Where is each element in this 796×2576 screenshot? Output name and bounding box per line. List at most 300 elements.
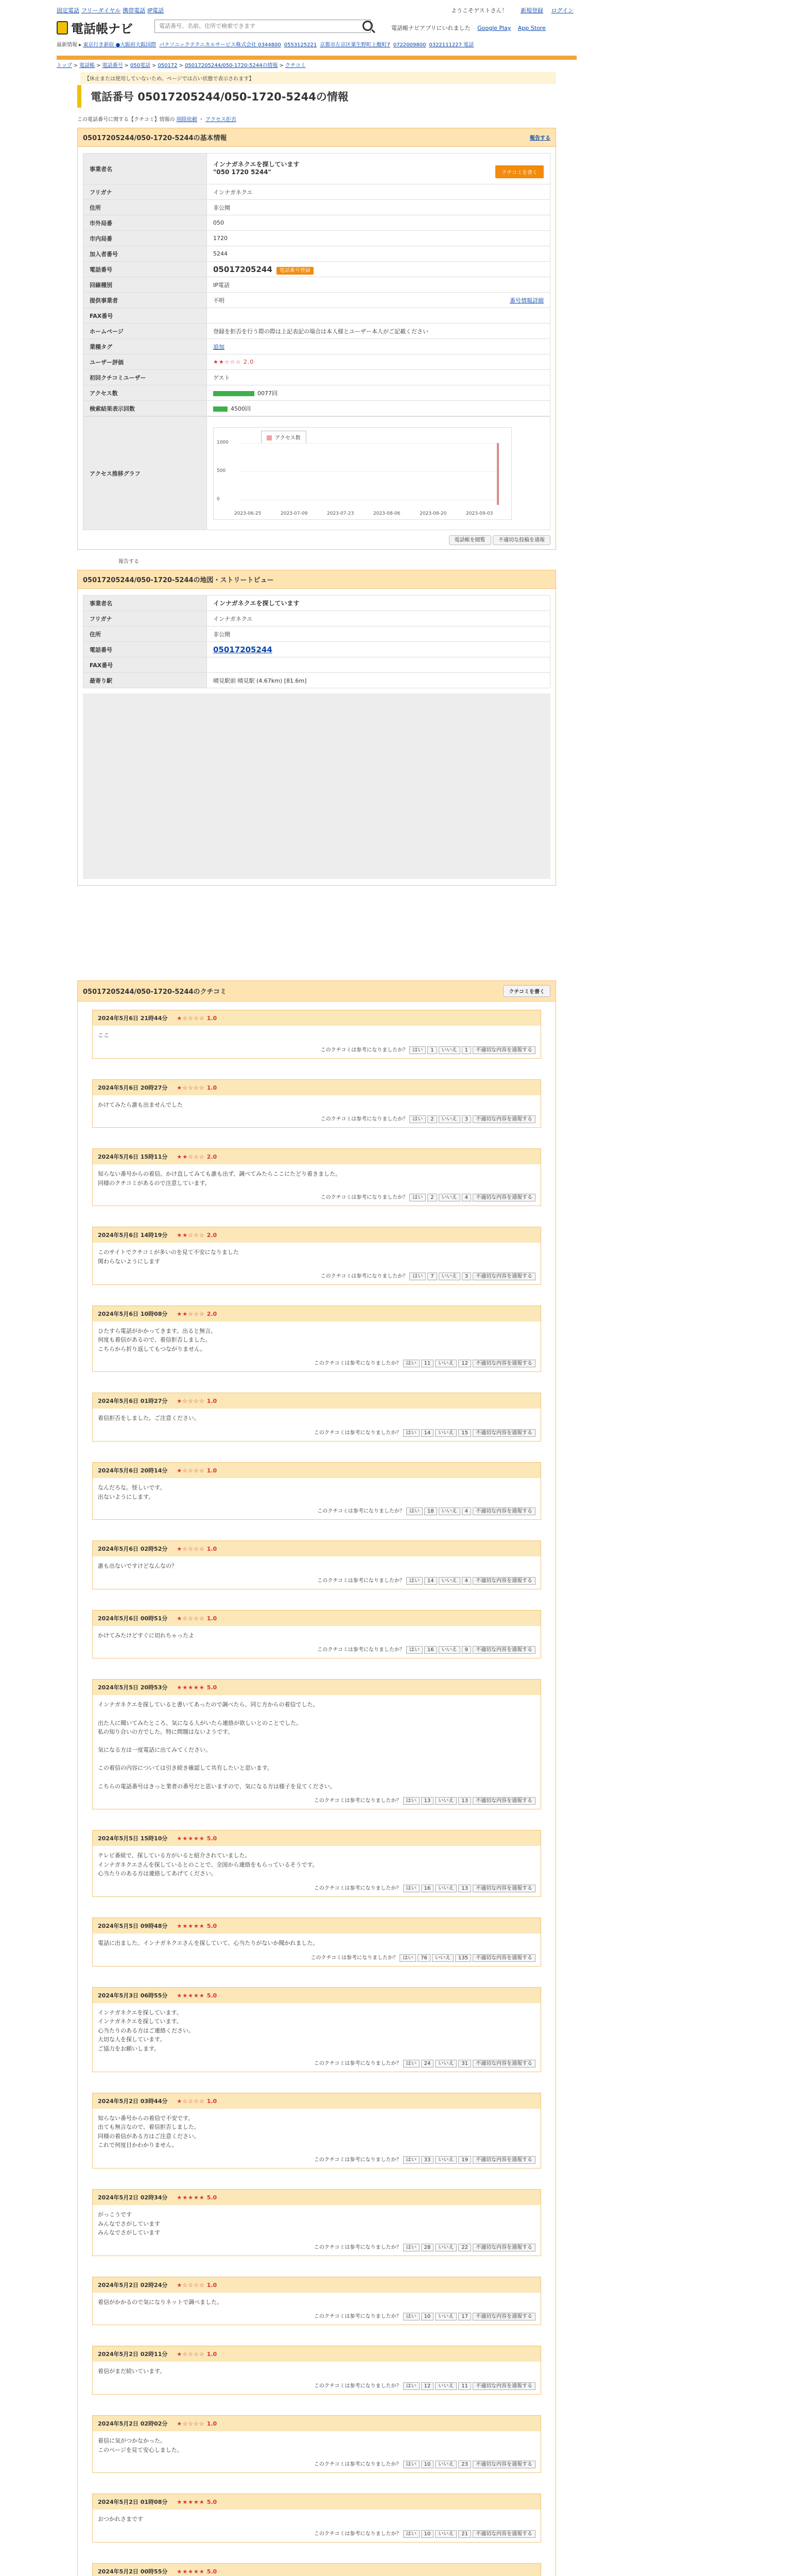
x-tick: 2023-09-03 [466, 511, 493, 516]
review-stars: ★★☆☆☆ [177, 1232, 205, 1239]
review-item [92, 2346, 541, 2395]
review-stars: ★★☆☆☆ [177, 1154, 205, 1161]
vote-no-button[interactable]: いいえ [439, 1194, 460, 1201]
map-row [83, 673, 550, 688]
topic-item[interactable]: 東京行き新宿 ●大阪府大阪国際 [83, 42, 157, 48]
info-row [83, 246, 550, 262]
site-logo[interactable] [57, 19, 133, 37]
map-value-cell [207, 673, 550, 688]
vote-yes-count: 33 [421, 2156, 434, 2164]
vote-question: このクチコミは参考になりましたか？ [314, 2531, 402, 2537]
info-key: 提供事業者 [83, 293, 207, 308]
welcome-text: ようこそゲストさん！ [451, 7, 508, 14]
vote-yes-count: 14 [424, 1577, 437, 1585]
review-header [93, 1306, 541, 1321]
info-value-cell [207, 277, 550, 293]
status-notice: 【休止または使用していないため、ページでは古い状態で表示されます】 [80, 72, 556, 84]
vote-no-count: 21 [458, 2530, 471, 2538]
grid-line [239, 471, 501, 472]
map-key: 事業者名 [83, 596, 207, 611]
vote-no-button[interactable]: いいえ [435, 2530, 457, 2538]
review-body: おつかれさまです [98, 2516, 143, 2523]
review-stars: ★★★★★ [177, 1923, 205, 1930]
vote-yes-count: 13 [421, 1797, 434, 1805]
search-icon[interactable] [362, 21, 373, 31]
review-footer [93, 2312, 541, 2325]
vote-question: このクチコミは参考になりましたか？ [320, 1195, 408, 1201]
info-value-cell [207, 370, 550, 385]
report-review-button[interactable]: 不適切な内容を通報する [473, 1646, 535, 1654]
vote-yes-button[interactable]: はい [403, 2060, 420, 2067]
review-item [92, 1148, 541, 1206]
info-row [83, 401, 550, 416]
vote-no-button[interactable]: いいえ [435, 2461, 457, 2468]
vote-question: このクチコミは参考になりましたか？ [314, 2157, 402, 2163]
map-panel [77, 570, 556, 886]
review-score: 5.0 [206, 1684, 217, 1691]
info-value: 5244 [213, 250, 228, 257]
phonebook-button[interactable]: 電話帳を閲覧 [449, 535, 491, 545]
basic-info-title: 05017205244/050-1720-5244の基本情報 [83, 134, 227, 142]
vote-no-button[interactable]: いいえ [435, 2060, 457, 2067]
report-review-button[interactable]: 不適切な内容を通報する [473, 2382, 535, 2390]
review-footer [93, 1953, 541, 1966]
review-body: 着信がかかるので気になりネットで調べました。 [98, 2298, 222, 2306]
y-tick: 500 [217, 468, 226, 473]
review-score: 1.0 [206, 1398, 217, 1405]
review-header [93, 1463, 541, 1478]
breadcrumb-item[interactable]: クチコミ [285, 63, 306, 69]
vote-question: このクチコミは参考になりましたか？ [320, 1116, 408, 1123]
vote-yes-count: 2 [427, 1115, 437, 1123]
review-footer [93, 1428, 541, 1441]
report-review-button[interactable]: 不適切な内容を通報する [473, 2156, 535, 2164]
review-footer [93, 2529, 541, 2542]
review-stars: ★☆☆☆☆ [177, 2420, 205, 2427]
review-header [93, 1918, 541, 1934]
report-review-button[interactable]: 不適切な内容を通報する [473, 1194, 535, 1201]
review-footer [93, 2155, 541, 2168]
info-key: 住所 [83, 200, 207, 215]
report-review-button[interactable]: 不適切な内容を通報する [473, 1797, 535, 1805]
info-key: アクセス数 [83, 385, 207, 401]
removal-notice: この電話番号に関する【クチコミ】情報の 削除依頼 ・ アクセス拒否 [77, 117, 236, 123]
info-row [83, 231, 550, 246]
breadcrumb-item[interactable]: 050電話 [130, 63, 150, 69]
vote-yes-count: 7 [427, 1273, 437, 1280]
info-value-cell [207, 354, 550, 370]
review-item [92, 1540, 541, 1589]
review-body: なんだろな。怪しいです。 出ないようにします。 [98, 1484, 166, 1500]
graph-legend [261, 431, 306, 444]
vote-yes-button[interactable]: はい [403, 2313, 420, 2320]
review-header [93, 1680, 541, 1695]
report-review-button[interactable]: 不適切な内容を通報する [473, 1273, 535, 1280]
vote-no-count: 3 [462, 1273, 471, 1280]
vote-no-button[interactable]: いいえ [439, 1646, 460, 1654]
info-value: 050 [213, 219, 224, 226]
vote-yes-button[interactable]: はい [403, 2530, 420, 2538]
vote-yes-count: 76 [418, 1954, 430, 1962]
report-review-button[interactable]: 不適切な内容を通報する [473, 2313, 535, 2320]
info-key: 市内局番 [83, 231, 207, 246]
info-value-cell [207, 385, 550, 401]
review-header [93, 1010, 541, 1026]
review-stars: ★★★★★ [177, 1992, 205, 1999]
review-stars: ★★☆☆☆ [177, 1310, 205, 1317]
vote-no-count: 15 [458, 1429, 471, 1437]
review-score: 5.0 [206, 2568, 217, 2575]
vote-question: このクチコミは参考になりましたか？ [314, 1798, 402, 1804]
vote-question: このクチコミは参考になりましたか？ [317, 1509, 405, 1515]
map-value: 非公開 [213, 631, 230, 638]
vote-yes-button[interactable]: はい [403, 1360, 420, 1367]
vote-no-button[interactable]: いいえ [439, 1046, 460, 1054]
review-footer [93, 1796, 541, 1809]
vote-question: このクチコミは参考になりましたか？ [314, 1886, 402, 1892]
vote-no-button[interactable]: いいえ [439, 1507, 460, 1515]
review-header [93, 1393, 541, 1409]
legend-text: アクセス数 [275, 435, 301, 441]
info-value-cell [207, 246, 550, 262]
review-body: 知らない番号からの着信。かけ直してみても誰も出ず、調べてみたらここにたどり着きました。 同様のクチコミがあるので注意しています。 [98, 1171, 341, 1187]
review-date: 2024年5月2日 03時44分 [98, 2097, 168, 2105]
review-date: 2024年5月6日 10時08分 [98, 1310, 168, 1317]
report-review-button[interactable]: 不適切な内容を通報する [473, 1115, 535, 1123]
map-value-cell [207, 642, 550, 657]
info-value-cell [207, 324, 550, 339]
top-link[interactable]: IP電話 [147, 7, 164, 14]
info-value-cell [207, 154, 550, 184]
info-row [83, 354, 550, 370]
vote-no-button[interactable]: いいえ [435, 1429, 457, 1437]
vote-no-count: 11 [458, 2382, 471, 2390]
review-score: 1.0 [206, 1015, 217, 1022]
review-body: 着信がまだ続いています。 [98, 2368, 166, 2375]
breadcrumb-separator: > [73, 63, 78, 69]
top-link[interactable]: 携帯電話 [123, 7, 146, 14]
info-row [83, 339, 550, 354]
vote-no-button[interactable]: いいえ [435, 2313, 457, 2320]
review-item [92, 2415, 541, 2473]
vote-no-count: 23 [458, 2461, 471, 2468]
breadcrumb-separator: > [124, 63, 129, 69]
review-item [92, 1462, 541, 1520]
vote-question: このクチコミは参考になりましたか？ [317, 1578, 405, 1584]
report-review-button[interactable]: 不適切な内容を通報する [473, 1885, 535, 1892]
review-item [92, 1306, 541, 1372]
review-header [93, 2277, 541, 2293]
review-item [92, 2189, 541, 2256]
vote-yes-count: 28 [421, 2244, 434, 2251]
vote-yes-button[interactable]: はい [409, 1273, 426, 1280]
review-stars: ★☆☆☆☆ [177, 1398, 205, 1405]
verified-badge: 電話番号登録 [276, 267, 314, 275]
review-body: テレビ番組で、探している方がいると紹介されていました。 インナガネクエさんを探しているとのことで、全国から連絡をもらっているそうです。 心当たりのある方は連絡してあげてください。 [98, 1852, 318, 1877]
vote-no-count: 4 [462, 1577, 471, 1585]
review-score: 2.0 [206, 1154, 217, 1161]
review-score: 1.0 [206, 1615, 217, 1622]
grid-line [239, 443, 501, 444]
google-play-link[interactable]: Google Play [477, 25, 511, 31]
breadcrumb-separator: > [96, 63, 101, 69]
legend-swatch [267, 435, 272, 440]
top-link[interactable]: 固定電話 [57, 7, 79, 14]
vote-no-button[interactable]: いいえ [435, 2382, 457, 2390]
vote-no-button[interactable]: いいえ [439, 1115, 460, 1123]
header-right [391, 24, 546, 32]
access-spike [497, 443, 499, 505]
vote-yes-button[interactable]: はい [409, 1194, 426, 1201]
reviews-panel [77, 980, 556, 2576]
y-tick: 1000 [217, 439, 229, 445]
vote-yes-count: 18 [424, 1507, 437, 1515]
graph-label: アクセス推移グラフ [83, 417, 207, 530]
vote-no-count: 3 [462, 1115, 471, 1123]
report-review-button[interactable]: 不適切な内容を通報する [473, 2060, 535, 2067]
info-row [83, 154, 550, 184]
y-tick: 0 [217, 496, 220, 502]
info-value: ★★☆☆☆ 2.0 [213, 359, 254, 365]
review-footer [93, 1884, 541, 1896]
signup-link[interactable]: 新規登録 [521, 7, 544, 14]
vote-yes-button[interactable]: はい [406, 1577, 423, 1585]
phonebook-icon [57, 21, 68, 35]
breadcrumb-item[interactable]: 050172 [158, 63, 178, 69]
basic-report-link[interactable]: 報告する [530, 135, 550, 141]
user-area [451, 6, 574, 14]
report-link-2[interactable]: 報告する [118, 559, 139, 565]
vote-yes-button[interactable]: はい [406, 1646, 423, 1654]
review-body: かけてみたら誰も出ませんでした [98, 1101, 183, 1108]
login-link[interactable]: ログイン [551, 7, 574, 14]
review-stars: ★☆☆☆☆ [177, 2281, 205, 2289]
review-stars: ★☆☆☆☆ [177, 1615, 205, 1622]
vote-yes-button[interactable]: はい [409, 1046, 426, 1054]
vote-yes-count: 10 [421, 2461, 434, 2468]
review-date: 2024年5月2日 01時08分 [98, 2499, 168, 2506]
review-date: 2024年5月6日 00時51分 [98, 1615, 168, 1622]
review-date: 2024年5月6日 15時11分 [98, 1154, 168, 1161]
review-body: かけてみたけどすぐに切れちゃったよ [98, 1632, 194, 1639]
review-header [93, 1611, 541, 1626]
map-row [83, 642, 550, 657]
write-review-button[interactable]: クチコミを書く [503, 985, 550, 997]
vote-yes-button[interactable]: はい [403, 2382, 420, 2390]
report-review-button[interactable]: 不適切な内容を通報する [473, 2461, 535, 2468]
info-row [83, 215, 550, 231]
vote-yes-button[interactable]: はい [403, 1797, 420, 1805]
review-body: インナガネクエを探しています。 インナガネクエを探しています。 心当たりのある方はご連絡ください。 大切な人を探しています。 ご協力をお願いします。 [98, 2009, 194, 2052]
review-stars: ★★★★★ [177, 2568, 205, 2575]
vote-yes-button[interactable]: はい [400, 1954, 416, 1962]
report-review-button[interactable]: 不適切な内容を通報する [473, 2244, 535, 2251]
review-score: 1.0 [206, 2281, 217, 2289]
report-review-button[interactable]: 不適切な内容を通報する [473, 2530, 535, 2538]
vote-yes-count: 10 [421, 2530, 434, 2538]
breadcrumb-separator: > [179, 63, 183, 69]
vote-no-count: 12 [458, 1360, 471, 1367]
vote-yes-count: 16 [421, 1885, 434, 1892]
review-header [93, 2494, 541, 2510]
review-stars: ★★★★★ [177, 2194, 205, 2201]
vote-no-count: 4 [462, 1194, 471, 1201]
review-score: 5.0 [206, 1992, 217, 1999]
info-value: インナガネクエ [213, 189, 253, 196]
vote-no-button[interactable]: いいえ [439, 1273, 460, 1280]
info-value-cell [207, 200, 550, 215]
review-body: 電話に出ました。インナガネクエさんを探していて、心当たりがないか聞かれました。 [98, 1940, 319, 1947]
map-value: インナガネクエを探しています [213, 600, 300, 607]
report-review-button[interactable]: 不適切な内容を通報する [473, 1507, 535, 1515]
vote-no-button[interactable]: いいえ [435, 1885, 457, 1892]
info-value: 4500回 [231, 405, 251, 412]
info-link[interactable]: 番号情報詳細 [510, 297, 544, 304]
vote-yes-button[interactable]: はい [403, 2156, 420, 2164]
vote-question: このクチコミは参考になりましたか？ [314, 2060, 402, 2066]
review-header [93, 1831, 541, 1846]
review-item [92, 2563, 541, 2576]
map-row [83, 626, 550, 642]
info-row [83, 262, 550, 277]
review-date: 2024年5月3日 06時55分 [98, 1992, 168, 1999]
info-value: インナガネクエを探しています "050 1720 5244" [213, 160, 300, 176]
info-value-cell [207, 184, 550, 200]
map-key: フリガナ [83, 611, 207, 626]
vote-yes-button[interactable]: はい [403, 2461, 420, 2468]
vote-yes-button[interactable]: はい [409, 1115, 426, 1123]
report-review-button[interactable]: 不適切な内容を通報する [473, 1429, 535, 1437]
vote-yes-button[interactable]: はい [403, 1885, 420, 1892]
map-value-cell [207, 657, 550, 673]
review-footer [93, 2381, 541, 2394]
review-date: 2024年5月6日 21時44分 [98, 1015, 168, 1022]
vote-no-button[interactable]: いいえ [435, 2156, 457, 2164]
page-title: 電話番号 05017205244/050-1720-5244の情報 [77, 85, 556, 108]
vote-no-count: 9 [462, 1646, 471, 1654]
vote-no-button[interactable]: いいえ [439, 1577, 460, 1585]
review-item [92, 1393, 541, 1442]
app-promo-text: 電話帳ナビアプリにいれました [391, 25, 471, 31]
report-review-button[interactable]: 不適切な内容を通報する [473, 1360, 535, 1367]
review-score: 5.0 [206, 1835, 217, 1842]
vote-question: このクチコミは参考になりましたか？ [314, 1361, 402, 1367]
app-store-link[interactable]: App Store [517, 25, 546, 31]
vote-question: このクチコミは参考になりましたか？ [314, 2314, 402, 2320]
x-tick: 2023-07-23 [327, 511, 354, 516]
review-header [93, 1227, 541, 1243]
review-item [92, 1679, 541, 1809]
review-item [92, 1987, 541, 2072]
vote-yes-count: 10 [421, 2313, 434, 2320]
review-date: 2024年5月5日 15時10分 [98, 1835, 168, 1842]
search-input[interactable] [154, 20, 371, 33]
breadcrumb [57, 61, 306, 69]
review-header [93, 2564, 541, 2576]
street-view-map[interactable] [83, 693, 550, 879]
review-footer [93, 2059, 541, 2072]
info-link[interactable]: 追加 [213, 343, 224, 350]
info-value: 不明 [213, 297, 224, 304]
x-tick: 2023-07-09 [281, 511, 308, 516]
breadcrumb-item[interactable]: 電話番号 [102, 63, 123, 69]
breadcrumb-separator: > [151, 63, 157, 69]
review-header [93, 2346, 541, 2362]
delete-request-link[interactable]: 削除依頼 [176, 117, 197, 123]
nav-rule [57, 56, 577, 60]
vote-yes-button[interactable]: はい [403, 1429, 420, 1437]
vote-no-button[interactable]: いいえ [435, 1797, 457, 1805]
review-item [92, 2277, 541, 2326]
write-review-top-button[interactable]: クチコミを書く [495, 165, 544, 178]
vote-no-button[interactable]: いいえ [432, 1954, 454, 1962]
info-key: ユーザー評価 [83, 354, 207, 370]
review-score: 1.0 [206, 1546, 217, 1553]
topic-item[interactable]: 0553125221 [284, 42, 317, 48]
topic-item[interactable]: パナソニックテクニカルサービス株式会社 0344800 [159, 42, 281, 48]
review-header [93, 1149, 541, 1164]
topic-item[interactable]: 京都市左京区粟生野町上醍町7 [320, 42, 390, 48]
map-key: 電話番号 [83, 642, 207, 657]
vote-yes-count: 16 [424, 1646, 437, 1654]
access-deny-link[interactable]: アクセス拒否 [205, 117, 236, 123]
top-link[interactable]: フリーダイヤル [81, 7, 121, 14]
review-score: 1.0 [206, 2420, 217, 2427]
review-stars: ★☆☆☆☆ [177, 1546, 205, 1553]
report-review-button[interactable]: 不適切な内容を通報する [473, 1577, 535, 1585]
vote-no-count: 19 [458, 2156, 471, 2164]
review-header [93, 2190, 541, 2205]
review-date: 2024年5月6日 14時19分 [98, 1232, 168, 1239]
vote-no-button[interactable]: いいえ [435, 1360, 457, 1367]
vote-yes-button[interactable]: はい [403, 2244, 420, 2251]
report-review-button[interactable]: 不適切な内容を通報する [473, 1046, 535, 1054]
breadcrumb-item[interactable]: トップ [57, 63, 72, 69]
topic-bar [57, 40, 577, 48]
review-body: ひたすら電話がかかってきます。出ると無言。 何度も着信があるので、着信拒否しました。 こちらから折り返してもつながりません。 [98, 1327, 217, 1352]
topic-item[interactable]: 0722009800 [393, 42, 426, 48]
review-date: 2024年5月5日 20時53分 [98, 1684, 168, 1691]
review-stars: ★☆☆☆☆ [177, 2351, 205, 2358]
info-key: 回線種別 [83, 277, 207, 293]
count-bar [213, 406, 228, 412]
topic-item[interactable]: 0322111227 電話 [429, 42, 474, 48]
map-value-cell [207, 626, 550, 642]
review-footer [93, 2243, 541, 2256]
review-score: 2.0 [206, 1232, 217, 1239]
review-header [93, 2416, 541, 2431]
info-row [83, 324, 550, 339]
review-date: 2024年5月2日 02時11分 [98, 2351, 168, 2358]
vote-yes-button[interactable]: はい [406, 1507, 423, 1515]
vote-yes-count: 11 [421, 1360, 434, 1367]
info-value: 非公開 [213, 204, 230, 211]
report-inappropriate-button[interactable]: 不適切な投稿を通報 [493, 535, 550, 545]
review-footer [93, 1576, 541, 1589]
review-date: 2024年5月2日 02時02分 [98, 2420, 168, 2427]
report-review-button[interactable]: 不適切な内容を通報する [473, 1954, 535, 1962]
review-item [92, 2093, 541, 2168]
review-score: 5.0 [206, 2499, 217, 2506]
vote-no-button[interactable]: いいえ [435, 2244, 457, 2251]
breadcrumb-item[interactable]: 05017205244/050-1720-5244の情報 [184, 63, 278, 69]
review-date: 2024年5月6日 20時27分 [98, 1084, 168, 1091]
review-footer [93, 1645, 541, 1658]
basic-info-table [83, 153, 550, 416]
info-row [83, 308, 550, 324]
breadcrumb-item[interactable]: 電話帳 [79, 63, 95, 69]
basic-info-heading [78, 128, 556, 147]
